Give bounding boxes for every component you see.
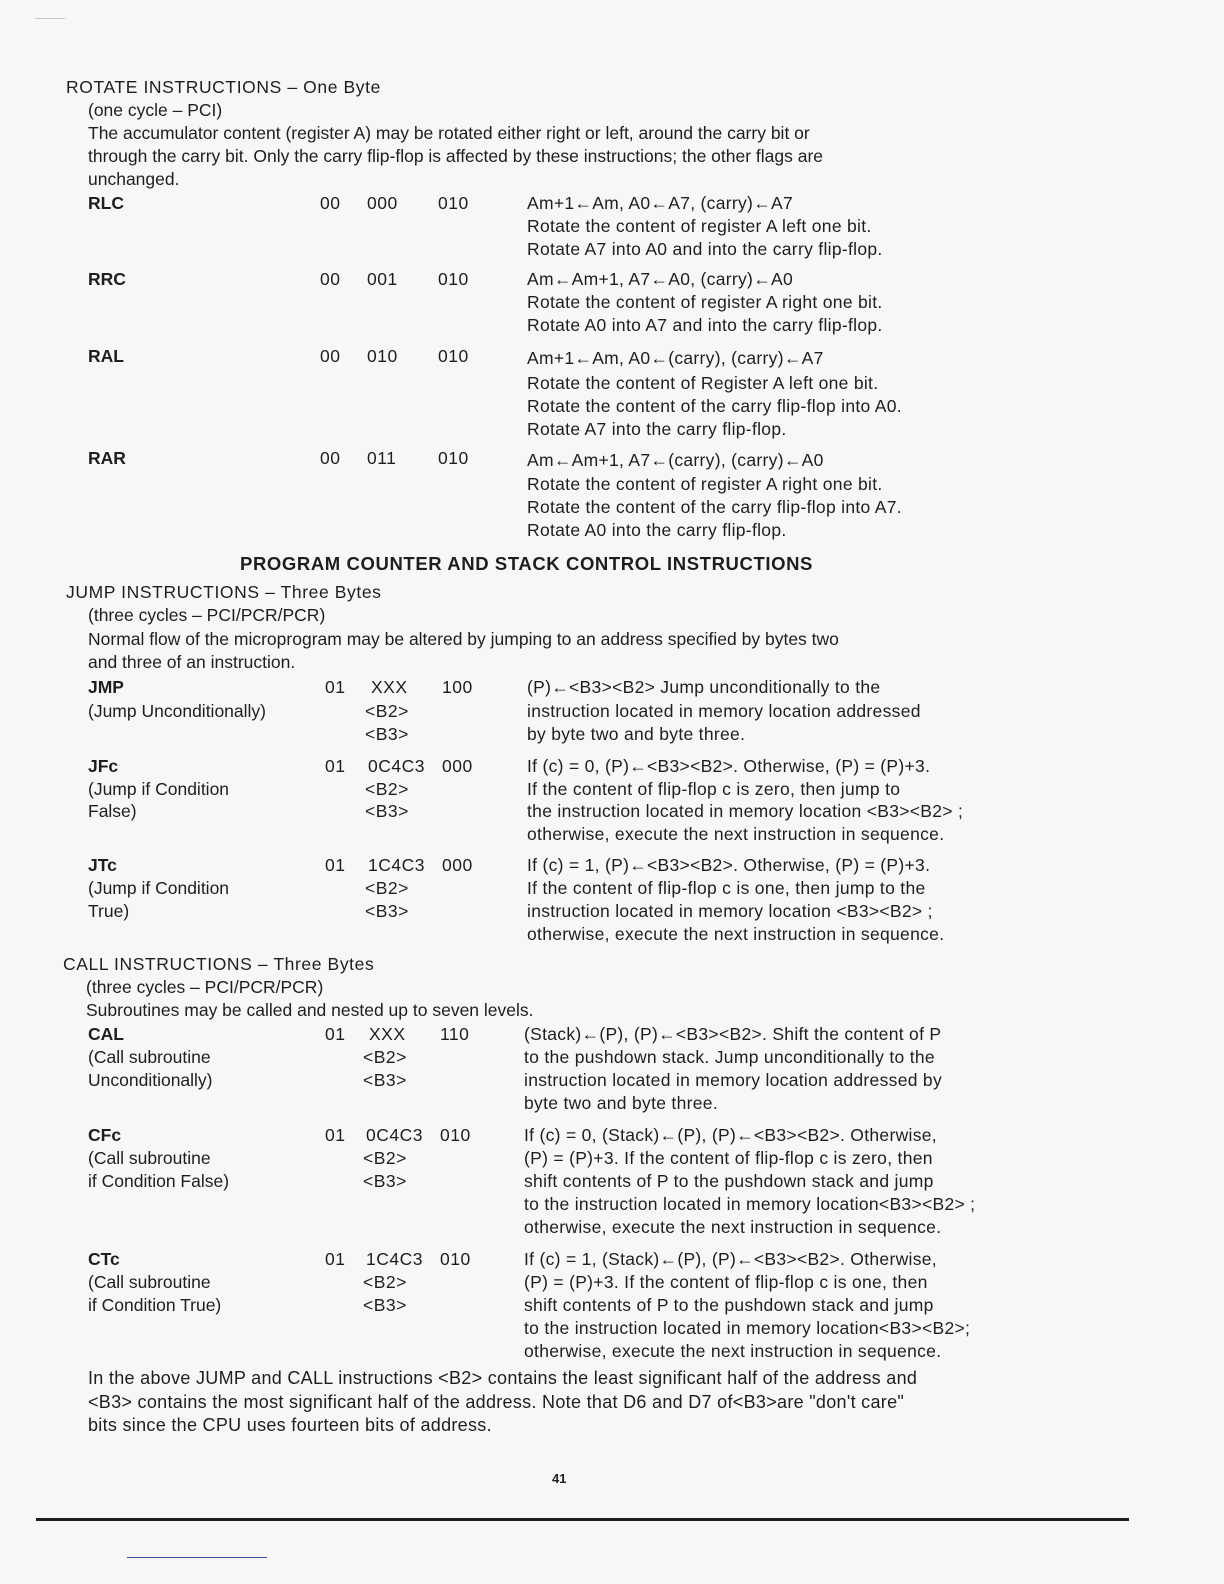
mnemonic-subtitle: (Jump Unconditionally) [88,701,266,721]
jump-cycle: (three cycles – PCI/PCR/PCR) [88,605,326,625]
mnemonic-jmp: JMP [88,677,124,697]
mnemonic-subtitle: (Jump if Condition [88,878,230,898]
opcode-field-1: 01 [325,1024,346,1044]
description-line: by byte two and byte three. [527,724,746,744]
operand-byte-3: <B3> [363,1171,407,1191]
opcode-field-2: 000 [367,193,398,213]
section-title: PROGRAM COUNTER AND STACK CONTROL INSTRUCTIONS [240,553,813,574]
opcode-field-1: 01 [325,677,346,697]
mnemonic-rlc: RLC [88,193,124,213]
call-cycle: (three cycles – PCI/PCR/PCR) [86,977,324,997]
rotate-intro-line: The accumulator content (register A) may be rotated either right or left, around the carry bit or [88,123,810,143]
mnemonic-subtitle: (Call subroutine [88,1272,211,1292]
opcode-field-2: 0C4C3 [368,756,425,776]
opcode-field-2: 1C4C3 [368,855,425,875]
description-line: otherwise, execute the next instruction in sequence. [524,1341,942,1361]
description-line: the instruction located in memory location <B3><B2> ; [527,801,964,821]
description-line: Rotate A7 into the carry flip-flop. [527,419,787,439]
operand-byte-3: <B3> [363,1070,407,1090]
mnemonic-subtitle: Unconditionally) [88,1070,213,1090]
mnemonic-subtitle: if Condition True) [88,1295,222,1315]
note-line: bits since the CPU uses fourteen bits of address. [88,1415,492,1435]
jump-heading: JUMP INSTRUCTIONS – Three Bytes [66,582,382,602]
mnemonic-subtitle: (Call subroutine [88,1148,211,1168]
mnemonic-rar: RAR [88,448,126,468]
jump-intro-line: Normal flow of the microprogram may be altered by jumping to an address specified by bytes two [88,629,839,649]
opcode-field-1: 00 [320,346,341,366]
description-line: Rotate the content of register A right one bit. [527,292,883,312]
description-line: Rotate the content of the carry flip-flop into A0. [527,396,902,416]
opcode-field-2: 1C4C3 [366,1249,423,1269]
mnemonic-cal: CAL [88,1024,124,1044]
description-line: Rotate A7 into A0 and into the carry flip-flop. [527,239,883,259]
opcode-field-3: 010 [438,346,469,366]
note-line: <B3> contains the most significant half of the address. Note that D6 and D7 of<B3>are "don't care" [88,1392,905,1412]
rotate-cycle: (one cycle – PCI) [88,100,223,120]
description-line: (Stack)←(P), (P)←<B3><B2>. Shift the content of P [524,1024,942,1044]
mnemonic-subtitle: True) [88,901,130,921]
description-line: (P) = (P)+3. If the content of flip-flop c is zero, then [524,1148,933,1168]
description-line: (P) = (P)+3. If the content of flip-flop c is one, then [524,1272,928,1292]
mnemonic-rrc: RRC [88,269,126,289]
description-line: Am+1←Am, A0←A7, (carry)←A7 [527,193,793,213]
mnemonic-subtitle: if Condition False) [88,1171,230,1191]
description-line: Am←Am+1, A7←A0, (carry)←A0 [527,269,793,289]
opcode-field-3: 010 [438,269,469,289]
opcode-field-3: 010 [440,1249,471,1269]
blue-edge-line [127,1557,267,1558]
mnemonic-jfc: JFc [88,756,119,776]
operand-byte-2: <B2> [365,878,409,898]
opcode-field-3: 000 [442,756,473,776]
description-line: instruction located in memory location <B3><B2> ; [527,901,933,921]
description-line: otherwise, execute the next instruction in sequence. [527,824,945,844]
opcode-field-1: 01 [325,756,346,776]
jump-intro-line: and three of an instruction. [88,652,296,672]
opcode-field-2: XXX [369,1024,406,1044]
description-line: otherwise, execute the next instruction in sequence. [527,924,945,944]
opcode-field-3: 110 [440,1024,470,1044]
description-line: If (c) = 1, (P)←<B3><B2>. Otherwise, (P) = (P)+3. [527,855,931,875]
corner-mark [35,18,65,19]
description-line: instruction located in memory location addressed [527,701,921,721]
opcode-field-1: 00 [320,269,341,289]
description-line: Am+1←Am, A0←(carry), (carry)←A7 [527,348,824,368]
opcode-field-2: 001 [367,269,398,289]
mnemonic-subtitle: False) [88,801,137,821]
description-line: If (c) = 0, (Stack)←(P), (P)←<B3><B2>. Otherwise, [524,1125,937,1145]
bottom-rule [36,1518,1129,1521]
description-line: Rotate the content of register A left one bit. [527,216,872,236]
rotate-intro-line: unchanged. [88,169,180,189]
description-line: If (c) = 1, (Stack)←(P), (P)←<B3><B2>. Otherwise, [524,1249,937,1269]
description-line: Rotate A0 into the carry flip-flop. [527,520,787,540]
opcode-field-1: 01 [325,855,346,875]
description-line: byte two and byte three. [524,1093,718,1113]
operand-byte-3: <B3> [363,1295,407,1315]
description-line: instruction located in memory location addressed by [524,1070,943,1090]
operand-byte-3: <B3> [365,724,409,744]
operand-byte-2: <B2> [365,701,409,721]
description-line: (P)←<B3><B2> Jump unconditionally to the [527,677,881,697]
description-line: Rotate the content of Register A left one bit. [527,373,879,393]
operand-byte-2: <B2> [363,1047,407,1067]
mnemonic-subtitle: (Call subroutine [88,1047,211,1067]
note-line: In the above JUMP and CALL instructions <B2> contains the least significant half of the address and [88,1368,918,1388]
operand-byte-2: <B2> [363,1148,407,1168]
operand-byte-2: <B2> [365,779,409,799]
call-intro-line: Subroutines may be called and nested up to seven levels. [86,1000,534,1020]
operand-byte-2: <B2> [363,1272,407,1292]
description-line: to the pushdown stack. Jump unconditionally to the [524,1047,935,1067]
operand-byte-3: <B3> [365,901,409,921]
mnemonic-jtc: JTc [88,855,117,875]
opcode-field-3: 000 [442,855,473,875]
mnemonic-subtitle: (Jump if Condition [88,779,230,799]
description-line: If (c) = 0, (P)←<B3><B2>. Otherwise, (P) = (P)+3. [527,756,931,776]
description-line: shift contents of P to the pushdown stack and jump [524,1295,934,1315]
opcode-field-1: 01 [325,1125,346,1145]
operand-byte-3: <B3> [365,801,409,821]
opcode-field-3: 010 [440,1125,471,1145]
opcode-field-3: 100 [442,677,473,697]
opcode-field-1: 00 [320,193,341,213]
description-line: to the instruction located in memory location<B3><B2> ; [524,1194,976,1214]
mnemonic-cfc: CFc [88,1125,122,1145]
description-line: Rotate A0 into A7 and into the carry flip-flop. [527,315,883,335]
description-line: If the content of flip-flop c is one, then jump to the [527,878,926,898]
rotate-heading: ROTATE INSTRUCTIONS – One Byte [66,77,381,97]
opcode-field-1: 01 [325,1249,346,1269]
opcode-field-2: 011 [367,448,397,468]
page-number: 41 [552,1471,567,1486]
opcode-field-3: 010 [438,193,469,213]
description-line: otherwise, execute the next instruction in sequence. [524,1217,942,1237]
description-line: Am←Am+1, A7←(carry), (carry)←A0 [527,450,824,470]
description-line: If the content of flip-flop c is zero, then jump to [527,779,901,799]
rotate-intro-line: through the carry bit. Only the carry flip-flop is affected by these instructions; the other flags are [88,146,824,166]
call-heading: CALL INSTRUCTIONS – Three Bytes [63,954,375,974]
mnemonic-ral: RAL [88,346,124,366]
mnemonic-ctc: CTc [88,1249,120,1269]
opcode-field-2: XXX [371,677,408,697]
opcode-field-2: 010 [367,346,398,366]
description-line: shift contents of P to the pushdown stack and jump [524,1171,934,1191]
opcode-field-3: 010 [438,448,469,468]
opcode-field-1: 00 [320,448,341,468]
description-line: Rotate the content of register A right one bit. [527,474,883,494]
description-line: Rotate the content of the carry flip-flop into A7. [527,497,902,517]
description-line: to the instruction located in memory location<B3><B2>; [524,1318,971,1338]
opcode-field-2: 0C4C3 [366,1125,423,1145]
